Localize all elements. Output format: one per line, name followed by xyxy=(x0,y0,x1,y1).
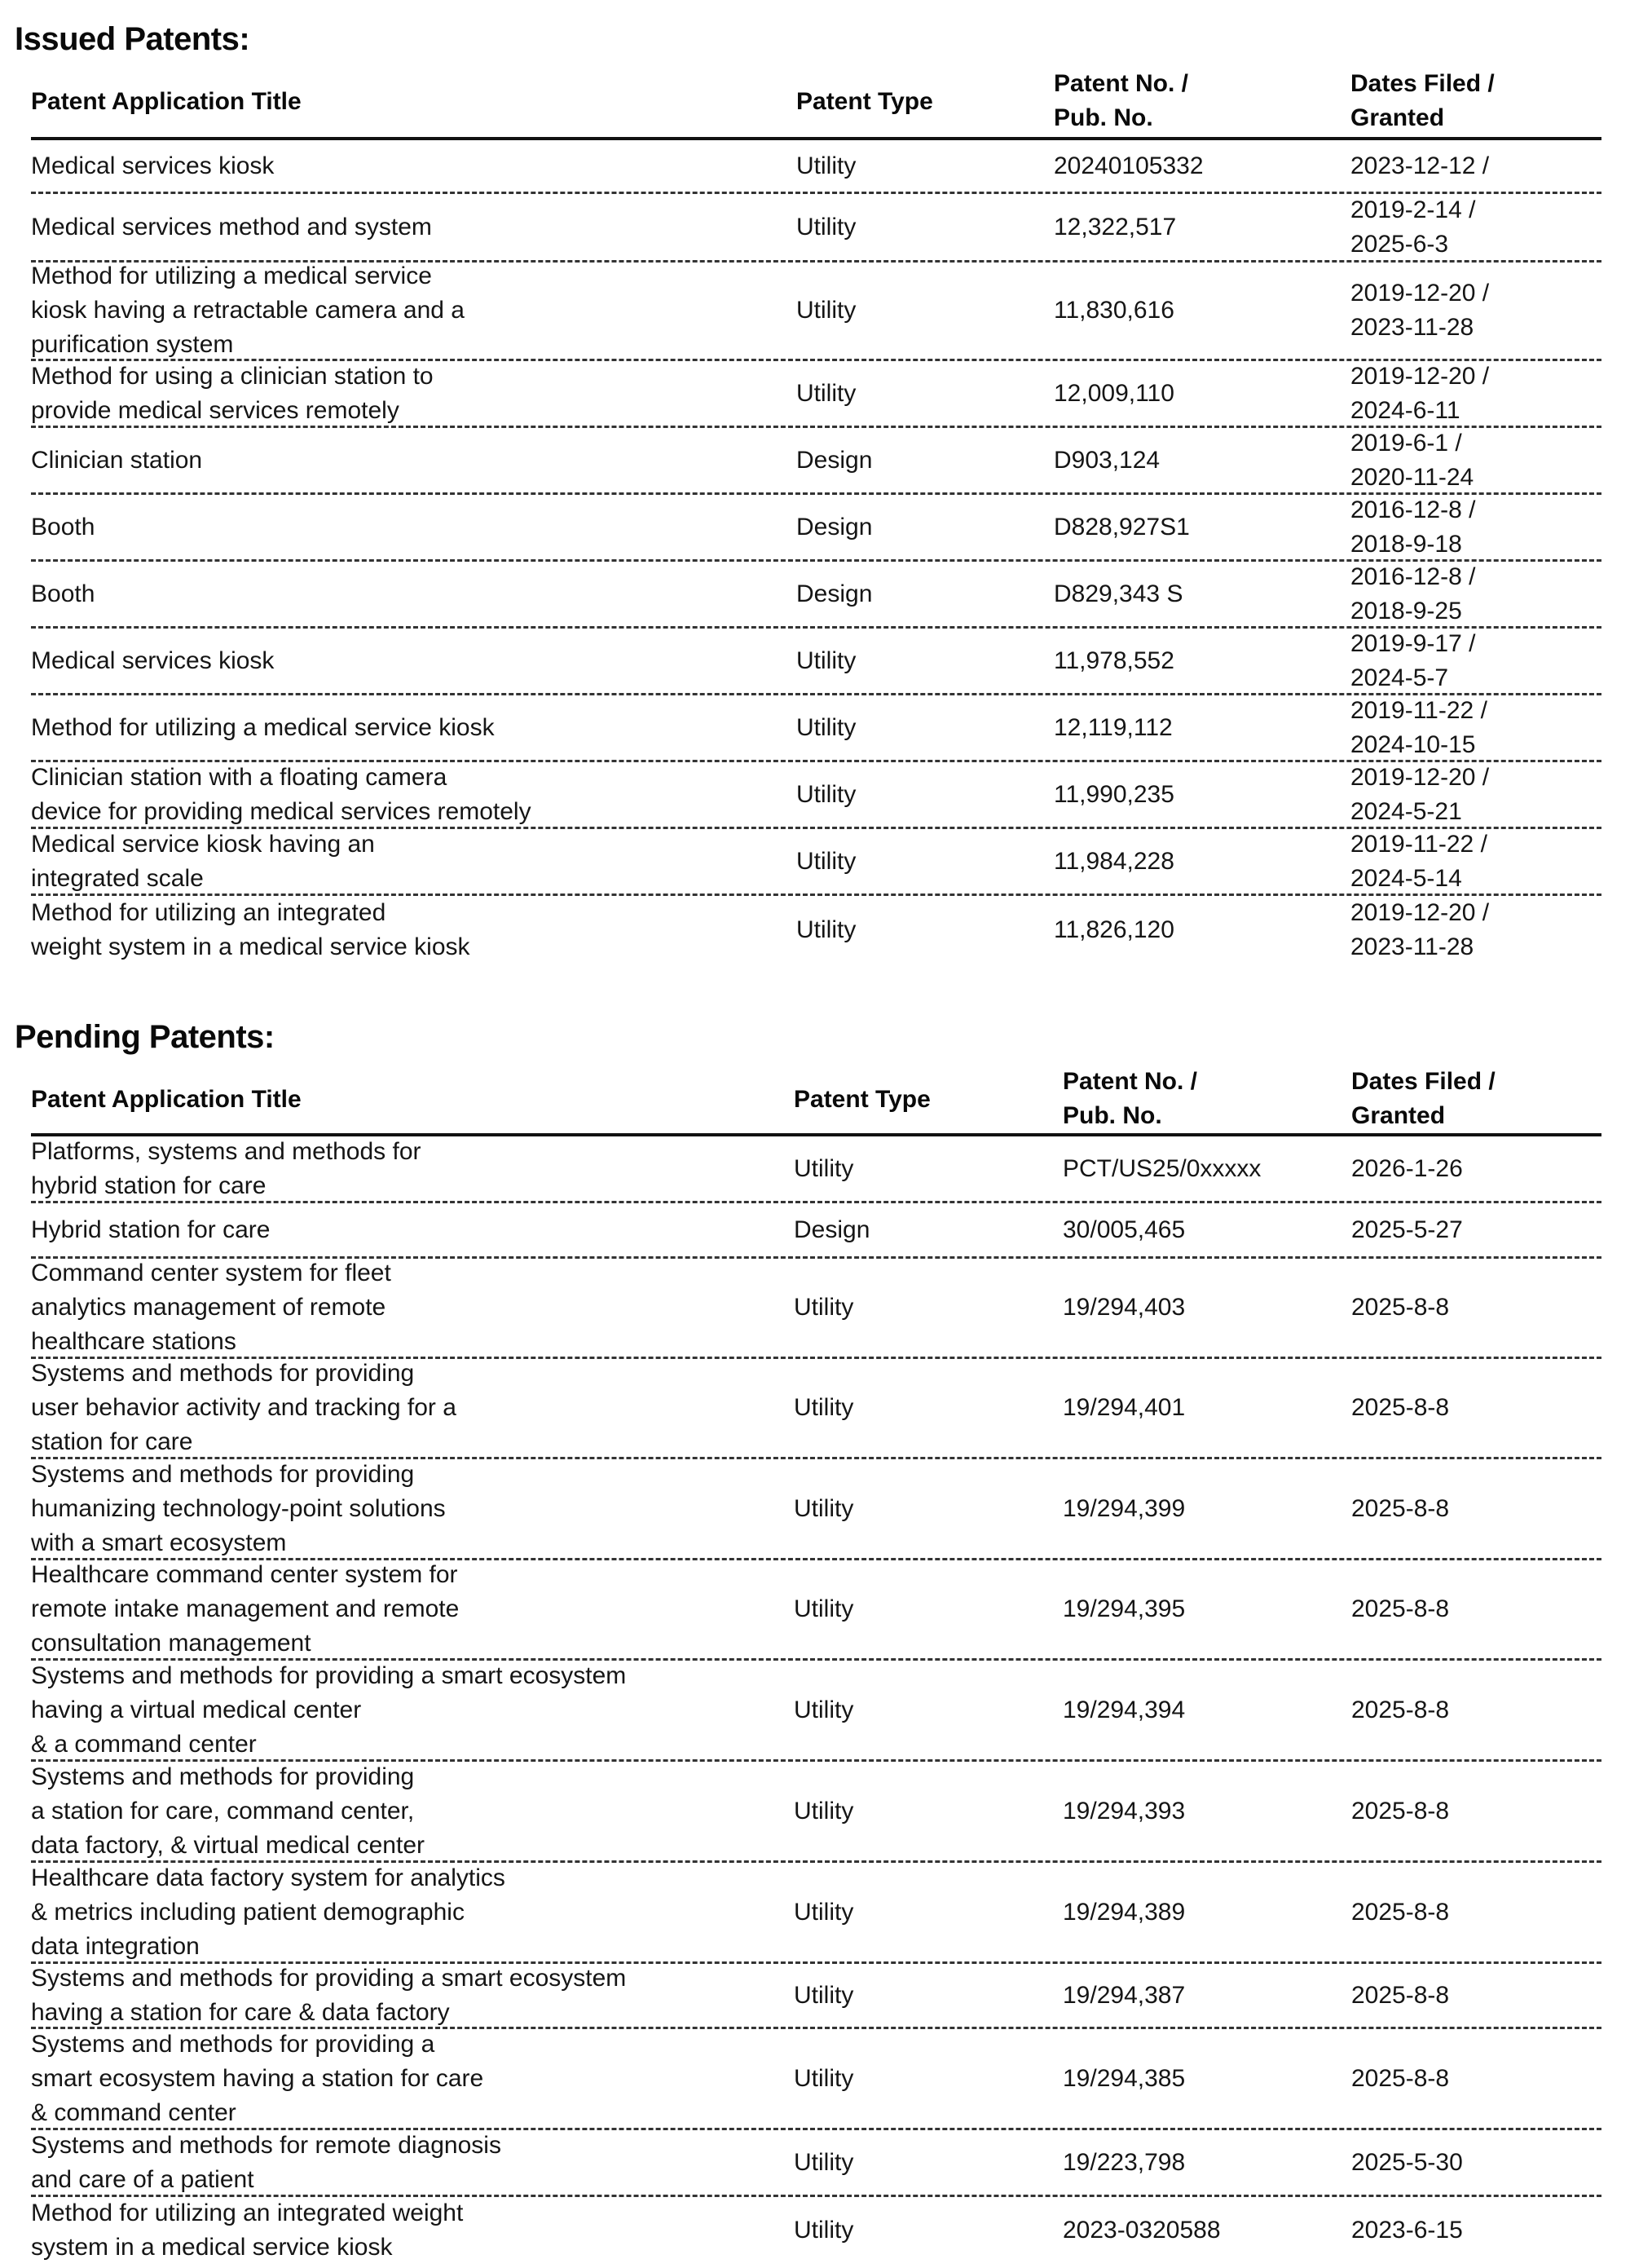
cell-type xyxy=(796,140,1024,192)
table-header xyxy=(31,1063,1601,1136)
cell-dates xyxy=(1351,1762,1596,1860)
issued-patents-heading: Issued Patents: xyxy=(15,21,250,57)
cell-number-text: 2023-0320588 xyxy=(1063,2217,1221,2244)
cell-number xyxy=(1054,829,1331,894)
table-row xyxy=(31,194,1601,263)
cell-dates xyxy=(1350,762,1595,827)
cell-title xyxy=(31,1459,764,1558)
cell-dates xyxy=(1350,140,1595,192)
cell-dates-text: 2019-9-17 / 2024-5-7 xyxy=(1350,629,1476,691)
cell-type-text: Design xyxy=(796,446,873,474)
cell-type-text: Utility xyxy=(794,1394,854,1421)
cell-number xyxy=(1063,1661,1340,1759)
cell-number xyxy=(1054,140,1331,192)
cell-type-text: Utility xyxy=(794,1595,854,1622)
cell-title-text: Booth xyxy=(31,513,95,541)
cell-type-text: Utility xyxy=(796,379,857,407)
cell-type xyxy=(796,361,1024,426)
cell-dates-text: 2019-12-20 / 2023-11-28 xyxy=(1350,280,1490,341)
cell-title-text: Systems and methods for providing a smart ecosystem having a station for care & data factory xyxy=(31,1964,627,2026)
cell-dates-text: 2025-8-8 xyxy=(1351,1797,1450,1825)
table-row xyxy=(31,896,1601,964)
cell-dates-text: 2025-8-8 xyxy=(1351,2064,1450,2092)
cell-number xyxy=(1054,896,1331,964)
cell-title-text: Method for utilizing an integrated weight system in a medical service kiosk xyxy=(31,899,470,960)
table-row xyxy=(31,2197,1601,2264)
cell-dates xyxy=(1350,562,1595,626)
cell-number-text: D829,343 S xyxy=(1054,580,1183,607)
cell-number-text: 11,990,235 xyxy=(1054,780,1174,808)
cell-number-text: PCT/US25/0xxxxx xyxy=(1063,1154,1262,1182)
cell-number xyxy=(1054,428,1331,492)
cell-title-text: Systems and methods for providing a smart ecosystem having a virtual medical center & a command center xyxy=(31,1661,627,1758)
table-row xyxy=(31,1964,1601,2029)
cell-dates xyxy=(1351,1136,1596,1201)
cell-number-text: 19/294,393 xyxy=(1063,1797,1186,1825)
cell-number-text: 19/294,399 xyxy=(1063,1494,1186,1522)
cell-title xyxy=(31,428,764,492)
cell-number xyxy=(1063,1964,1340,2027)
cell-dates-text: 2025-8-8 xyxy=(1351,1494,1450,1522)
cell-title xyxy=(31,2130,764,2195)
cell-type xyxy=(794,2029,1022,2128)
cell-dates-text: 2025-8-8 xyxy=(1351,1595,1450,1622)
cell-dates-text: 2023-6-15 xyxy=(1351,2217,1463,2244)
cell-title xyxy=(31,896,764,964)
cell-number xyxy=(1063,2197,1340,2264)
cell-title xyxy=(31,140,764,192)
cell-number xyxy=(1063,1136,1340,1201)
cell-dates-text: 2025-8-8 xyxy=(1351,1394,1450,1421)
cell-number xyxy=(1063,2029,1340,2128)
cell-title xyxy=(31,1203,764,1256)
header-number: Patent No. / Pub. No. xyxy=(1063,1068,1198,1129)
cell-dates-text: 2019-11-22 / 2024-10-15 xyxy=(1350,696,1487,758)
cell-number-text: 11,826,120 xyxy=(1054,916,1174,943)
cell-title-text: Booth xyxy=(31,580,95,607)
cell-number xyxy=(1063,1359,1340,1457)
cell-dates-text: 2025-8-8 xyxy=(1351,1898,1450,1926)
cell-title xyxy=(31,2197,764,2264)
cell-dates xyxy=(1350,629,1595,693)
cell-title xyxy=(31,194,764,260)
issued-table-body xyxy=(31,140,1601,964)
cell-type xyxy=(794,1259,1022,1357)
table-row xyxy=(31,562,1601,629)
cell-dates xyxy=(1351,1259,1596,1357)
cell-dates xyxy=(1350,361,1595,426)
table-row xyxy=(31,1136,1601,1203)
cell-type xyxy=(796,896,1024,964)
table-row xyxy=(31,695,1601,762)
cell-title-text: Clinician station with a floating camera device for providing medical services remotely xyxy=(31,763,531,825)
cell-dates xyxy=(1351,1203,1596,1256)
table-row xyxy=(31,1359,1601,1459)
cell-number-text: D903,124 xyxy=(1054,446,1161,474)
cell-dates-text: 2019-6-1 / 2020-11-24 xyxy=(1350,429,1474,491)
cell-title xyxy=(31,1359,764,1457)
table-row xyxy=(31,1459,1601,1560)
cell-type-text: Utility xyxy=(796,152,857,179)
cell-title-text: Medical service kiosk having an integrated scale xyxy=(31,830,375,892)
cell-type xyxy=(796,194,1024,260)
cell-title-text: Systems and methods for providing humanizing technology-point solutions with a smart ecosystem xyxy=(31,1460,446,1556)
cell-title-text: Systems and methods for providing a station for care, command center, data factory, & virtual medical center xyxy=(31,1763,425,1859)
cell-title-text: Clinician station xyxy=(31,446,203,474)
header-type: Patent Type xyxy=(794,1086,931,1113)
cell-type-text: Utility xyxy=(794,2148,854,2176)
cell-type-text: Utility xyxy=(794,1154,854,1182)
cell-title xyxy=(31,263,764,359)
header-number: Patent No. / Pub. No. xyxy=(1054,70,1189,131)
cell-dates xyxy=(1350,194,1595,260)
cell-title xyxy=(31,1762,764,1860)
cell-dates-text: 2023-12-12 / xyxy=(1350,152,1490,179)
cell-title xyxy=(31,1964,764,2027)
cell-dates-text: 2019-12-20 / 2024-5-21 xyxy=(1350,763,1490,825)
cell-dates xyxy=(1351,2029,1596,2128)
cell-title xyxy=(31,1661,764,1759)
header-title: Patent Application Title xyxy=(31,88,302,115)
cell-dates-text: 2019-12-20 / 2024-6-11 xyxy=(1350,362,1490,424)
pending-patents-table xyxy=(31,1063,1601,2264)
cell-title-text: Systems and methods for providing a smart ecosystem having a station for care & command center xyxy=(31,2030,484,2126)
cell-number-text: 19/294,385 xyxy=(1063,2064,1186,2092)
cell-title-text: Healthcare command center system for remote intake management and remote consultation management xyxy=(31,1561,460,1657)
cell-number-text: 19/294,403 xyxy=(1063,1294,1186,1321)
cell-title xyxy=(31,695,764,760)
cell-dates xyxy=(1351,1661,1596,1759)
cell-type-text: Design xyxy=(796,513,873,541)
cell-number xyxy=(1063,1560,1340,1658)
cell-title xyxy=(31,1560,764,1658)
cell-dates xyxy=(1350,495,1595,559)
cell-type-text: Utility xyxy=(794,2064,854,2092)
table-row xyxy=(31,1661,1601,1762)
cell-number-text: D828,927S1 xyxy=(1054,513,1190,541)
cell-dates xyxy=(1350,896,1595,964)
cell-type xyxy=(794,2197,1022,2264)
cell-type xyxy=(794,1136,1022,1201)
cell-title-text: Command center system for fleet analytics management of remote healthcare stations xyxy=(31,1260,391,1355)
cell-type-text: Utility xyxy=(794,1898,854,1926)
cell-dates xyxy=(1351,1863,1596,1961)
header-dates: Dates Filed / Granted xyxy=(1351,1068,1496,1129)
cell-title xyxy=(31,361,764,426)
cell-number-text: 11,830,616 xyxy=(1054,297,1174,324)
cell-number xyxy=(1063,1459,1340,1558)
cell-type-text: Utility xyxy=(796,297,857,324)
cell-dates-text: 2025-8-8 xyxy=(1351,1981,1450,2009)
cell-title xyxy=(31,1863,764,1961)
cell-type xyxy=(794,1964,1022,2027)
cell-dates xyxy=(1351,1359,1596,1457)
cell-type xyxy=(794,1762,1022,1860)
cell-dates-text: 2025-5-30 xyxy=(1351,2148,1463,2176)
cell-title xyxy=(31,829,764,894)
cell-number xyxy=(1063,1762,1340,1860)
cell-type xyxy=(794,2130,1022,2195)
cell-type xyxy=(794,1560,1022,1658)
cell-number xyxy=(1063,1259,1340,1357)
cell-dates-text: 2025-8-8 xyxy=(1351,1294,1450,1321)
cell-type xyxy=(796,829,1024,894)
cell-title xyxy=(31,562,764,626)
cell-dates-text: 2026-1-26 xyxy=(1351,1154,1463,1182)
cell-dates-text: 2025-8-8 xyxy=(1351,1696,1450,1723)
cell-type-text: Utility xyxy=(794,1294,854,1321)
cell-title-text: Healthcare data factory system for analytics & metrics including patient demographic data integration xyxy=(31,1864,505,1960)
cell-number xyxy=(1054,263,1331,359)
cell-type-text: Utility xyxy=(796,213,857,240)
table-row xyxy=(31,428,1601,495)
cell-dates xyxy=(1351,1459,1596,1558)
cell-dates xyxy=(1351,2130,1596,2195)
cell-title-text: Platforms, systems and methods for hybrid station for care xyxy=(31,1137,421,1199)
cell-number xyxy=(1054,495,1331,559)
cell-type-text: Utility xyxy=(796,847,857,875)
cell-type-text: Design xyxy=(794,1216,870,1243)
cell-title-text: Method for utilizing a medical service kiosk xyxy=(31,713,495,741)
cell-type xyxy=(796,495,1024,559)
table-row xyxy=(31,762,1601,829)
cell-number xyxy=(1054,695,1331,760)
cell-title-text: Medical services kiosk xyxy=(31,646,275,674)
cell-type xyxy=(794,1459,1022,1558)
cell-number xyxy=(1054,361,1331,426)
cell-number-text: 19/294,395 xyxy=(1063,1595,1186,1622)
cell-type-text: Utility xyxy=(794,2217,854,2244)
cell-type-text: Utility xyxy=(794,1797,854,1825)
pending-table-body xyxy=(31,1136,1601,2264)
cell-dates-text: 2019-11-22 / 2024-5-14 xyxy=(1350,830,1487,892)
cell-type-text: Utility xyxy=(796,916,857,943)
cell-number xyxy=(1054,194,1331,260)
cell-type xyxy=(796,428,1024,492)
cell-type xyxy=(794,1359,1022,1457)
cell-dates xyxy=(1351,1560,1596,1658)
cell-title-text: Method for using a clinician station to provide medical services remotely xyxy=(31,362,434,424)
table-row xyxy=(31,1203,1601,1259)
cell-title-text: Systems and methods for remote diagnosis and care of a patient xyxy=(31,2131,501,2193)
cell-title-text: Medical services kiosk xyxy=(31,152,275,179)
cell-type xyxy=(794,1203,1022,1256)
cell-title xyxy=(31,1136,764,1201)
cell-type xyxy=(794,1863,1022,1961)
cell-title xyxy=(31,495,764,559)
cell-type xyxy=(796,629,1024,693)
header-title: Patent Application Title xyxy=(31,1086,302,1113)
table-row xyxy=(31,629,1601,695)
table-row xyxy=(31,2130,1601,2197)
cell-number-text: 12,009,110 xyxy=(1054,379,1174,407)
cell-type-text: Utility xyxy=(794,1981,854,2009)
cell-dates xyxy=(1351,1964,1596,2027)
cell-type xyxy=(796,562,1024,626)
cell-type-text: Utility xyxy=(796,780,857,808)
cell-number-text: 20240105332 xyxy=(1054,152,1204,179)
cell-type-text: Utility xyxy=(796,713,857,741)
cell-number-text: 19/294,401 xyxy=(1063,1394,1186,1421)
table-row xyxy=(31,1762,1601,1863)
cell-number-text: 11,978,552 xyxy=(1054,646,1174,674)
table-row xyxy=(31,1863,1601,1964)
cell-type-text: Utility xyxy=(794,1696,854,1723)
table-row xyxy=(31,263,1601,361)
header-dates: Dates Filed / Granted xyxy=(1350,70,1495,131)
cell-dates-text: 2019-2-14 / 2025-6-3 xyxy=(1350,196,1476,258)
cell-type xyxy=(796,695,1024,760)
header-type: Patent Type xyxy=(796,88,933,115)
table-row xyxy=(31,2029,1601,2130)
cell-type xyxy=(796,762,1024,827)
cell-number xyxy=(1054,629,1331,693)
cell-title xyxy=(31,1259,764,1357)
cell-title-text: Method for utilizing an integrated weight system in a medical service kiosk xyxy=(31,2200,464,2261)
cell-dates xyxy=(1350,263,1595,359)
cell-title xyxy=(31,629,764,693)
table-row xyxy=(31,1560,1601,1661)
cell-number-text: 12,119,112 xyxy=(1054,713,1173,741)
table-row xyxy=(31,1259,1601,1359)
cell-number xyxy=(1063,2130,1340,2195)
cell-dates xyxy=(1350,695,1595,760)
cell-dates-text: 2025-5-27 xyxy=(1351,1216,1463,1243)
pending-patents-heading: Pending Patents: xyxy=(15,1019,275,1055)
cell-type-text: Utility xyxy=(794,1494,854,1522)
cell-dates xyxy=(1351,2197,1596,2264)
cell-number xyxy=(1054,562,1331,626)
cell-dates-text: 2019-12-20 / 2023-11-28 xyxy=(1350,899,1490,960)
cell-type-text: Design xyxy=(796,580,873,607)
issued-patents-table xyxy=(31,65,1601,964)
cell-type-text: Utility xyxy=(796,646,857,674)
cell-number-text: 11,984,228 xyxy=(1054,847,1174,875)
cell-number-text: 19/294,389 xyxy=(1063,1898,1186,1926)
table-header xyxy=(31,65,1601,140)
table-row xyxy=(31,495,1601,562)
cell-title-text: Method for utilizing a medical service kiosk having a retractable camera and a purification system xyxy=(31,263,465,358)
cell-number-text: 12,322,517 xyxy=(1054,213,1177,240)
cell-number-text: 19/294,387 xyxy=(1063,1981,1186,2009)
cell-dates xyxy=(1350,428,1595,492)
cell-dates-text: 2016-12-8 / 2018-9-18 xyxy=(1350,496,1476,558)
cell-type xyxy=(794,1661,1022,1759)
cell-number-text: 19/223,798 xyxy=(1063,2148,1186,2176)
cell-number-text: 19/294,394 xyxy=(1063,1696,1186,1723)
cell-title xyxy=(31,2029,764,2128)
cell-number xyxy=(1063,1203,1340,1256)
table-row xyxy=(31,361,1601,428)
cell-dates xyxy=(1350,829,1595,894)
cell-title xyxy=(31,762,764,827)
cell-number xyxy=(1063,1863,1340,1961)
table-row xyxy=(31,140,1601,194)
cell-type xyxy=(796,263,1024,359)
cell-dates-text: 2016-12-8 / 2018-9-25 xyxy=(1350,563,1476,624)
cell-title-text: Hybrid station for care xyxy=(31,1216,271,1243)
cell-number-text: 30/005,465 xyxy=(1063,1216,1186,1243)
cell-title-text: Systems and methods for providing user behavior activity and tracking for a station for care xyxy=(31,1360,456,1455)
cell-number xyxy=(1054,762,1331,827)
cell-title-text: Medical services method and system xyxy=(31,213,432,240)
table-row xyxy=(31,829,1601,896)
